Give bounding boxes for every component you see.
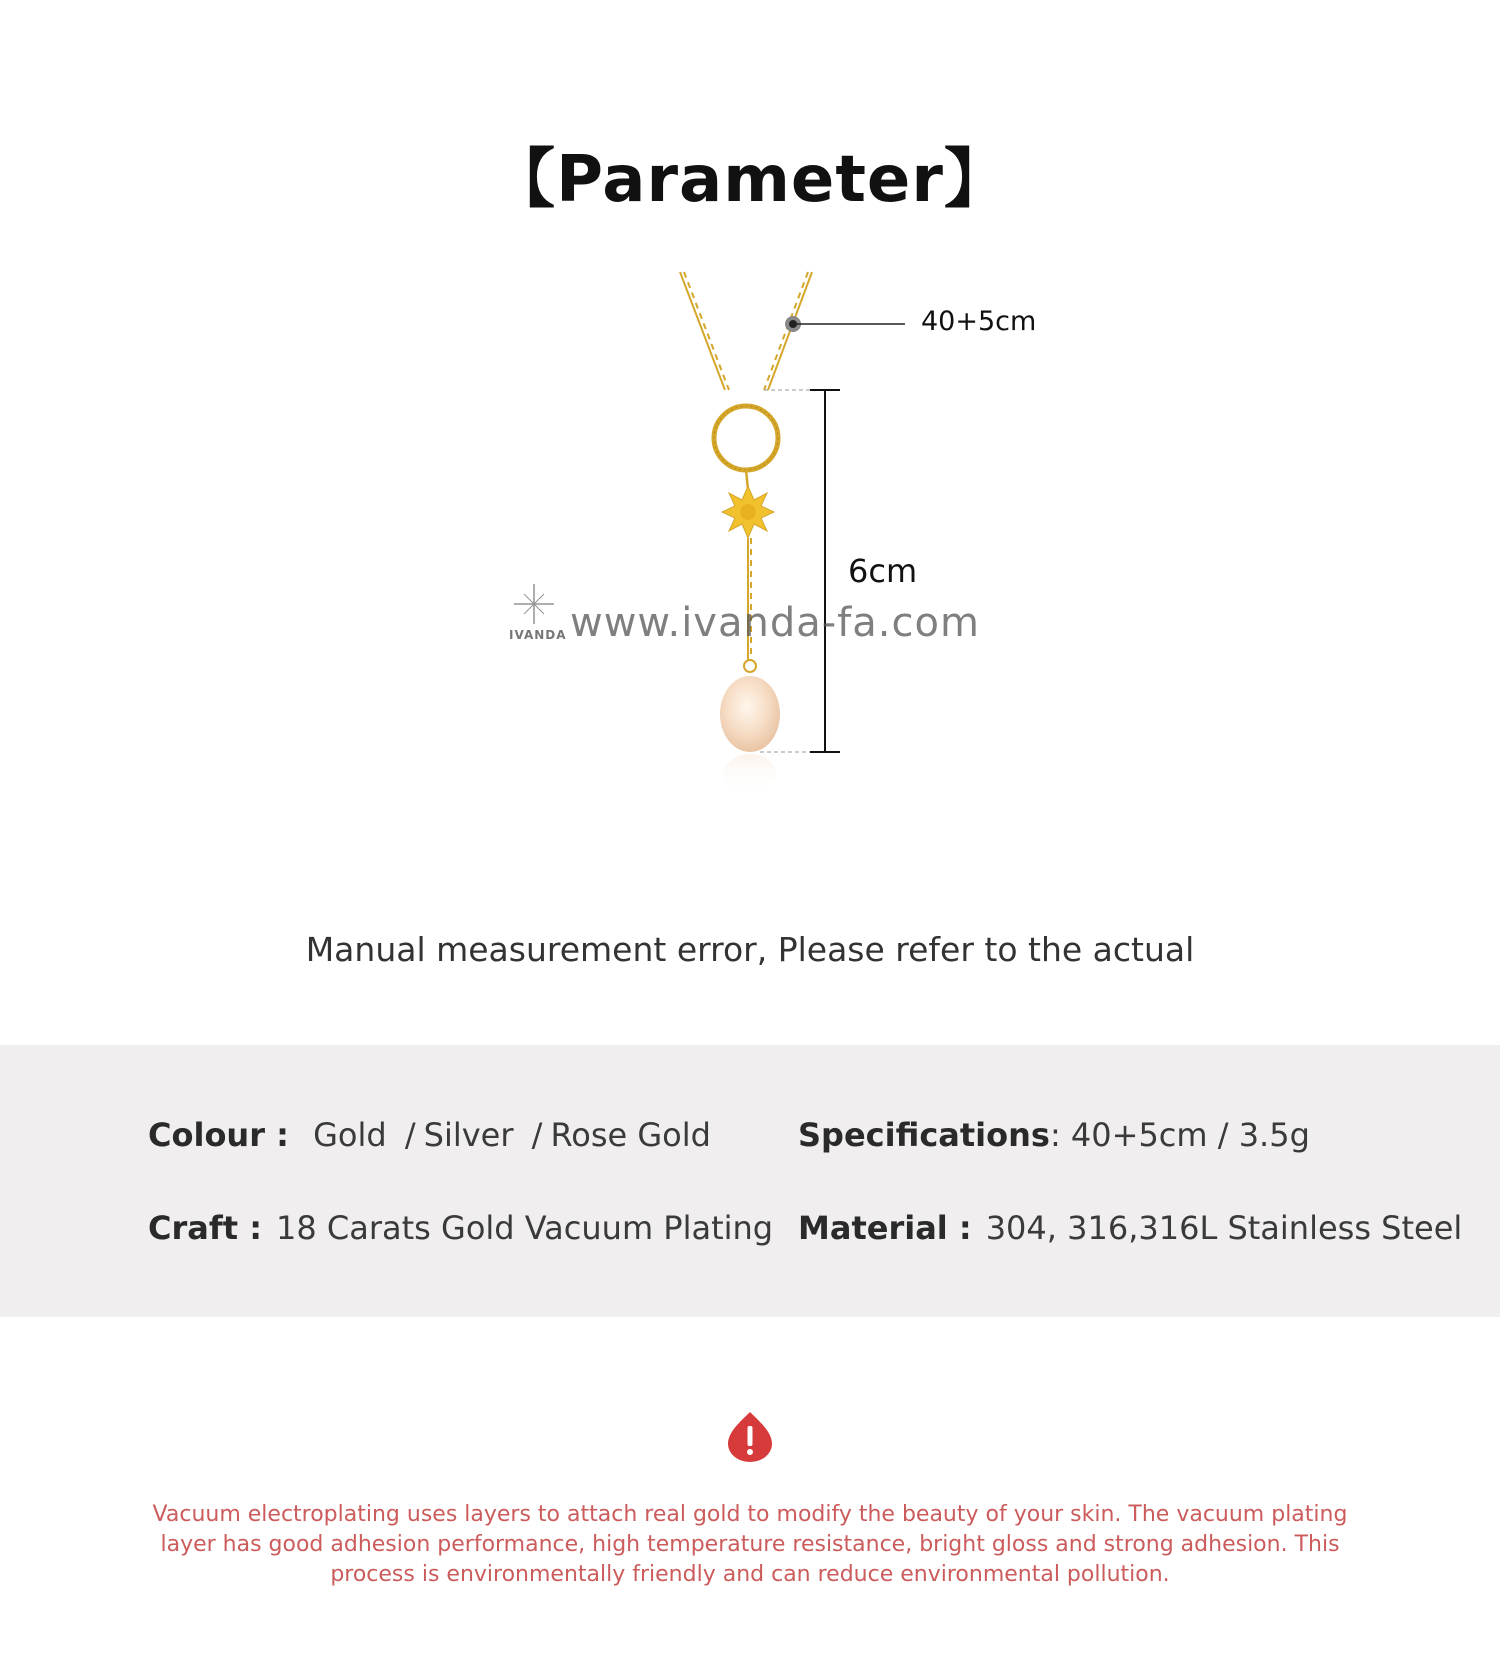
- spec-specifications-label: Specifications: [798, 1116, 1050, 1154]
- spec-craft-label: Craft :: [148, 1209, 263, 1247]
- chain-left: [680, 272, 729, 390]
- watermark-brand: IVANDA: [509, 628, 567, 642]
- warning-icon: [726, 1410, 774, 1464]
- spec-panel: [0, 1045, 1500, 1317]
- spec-specifications: [798, 1116, 1310, 1154]
- pearl-pendant: [720, 676, 780, 752]
- colour-option: Rose Gold: [550, 1116, 711, 1154]
- drop-dimension-line: [810, 390, 840, 752]
- watermark-star-icon: [514, 584, 554, 624]
- spec-colour-label: Colour :: [148, 1116, 289, 1154]
- page-title: 【Parameter】: [491, 143, 1009, 217]
- spec-specifications-value: : 40+5cm / 3.5g: [1049, 1116, 1310, 1154]
- drop-length-label: 6cm: [848, 552, 918, 590]
- plating-warning-text: Vacuum electroplating uses layers to attach real gold to modify the beauty of your skin. The vacuum plating layer has good adhesion performance, high temperature resistance, bright gloss and strong adhesion. This process is environmentally friendly and can reduce environmental pollution.: [152, 1502, 1348, 1587]
- length-label: 40+5cm: [921, 306, 1037, 337]
- spec-colour: [148, 1116, 711, 1154]
- sun-charm: [722, 486, 774, 538]
- watermark-url: www.ivanda-fa.com: [570, 600, 980, 646]
- spec-material: [798, 1209, 1462, 1247]
- measurement-note: Manual measurement error, Please refer to the actual: [305, 930, 1195, 969]
- colour-option: Silver: [423, 1116, 514, 1154]
- spec-material-value: 304, 316,316L Stainless Steel: [985, 1209, 1463, 1247]
- spec-material-label: Material :: [798, 1209, 972, 1247]
- chain-right: [764, 272, 812, 390]
- colour-separator: /: [531, 1116, 543, 1154]
- spec-craft: [148, 1209, 773, 1247]
- colour-option: Gold: [313, 1116, 387, 1154]
- colour-separator: /: [404, 1116, 416, 1154]
- spec-craft-value: 18 Carats Gold Vacuum Plating: [276, 1209, 774, 1247]
- necklace-product-image: [470, 262, 1030, 822]
